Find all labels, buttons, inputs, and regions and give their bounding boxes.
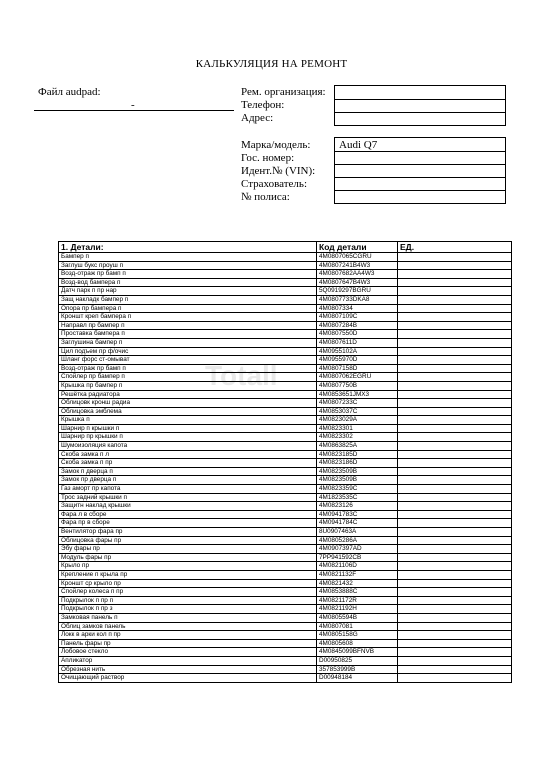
vin-label: Идент.№ (VIN): [241, 165, 316, 177]
part-unit-cell [398, 347, 512, 356]
part-code-cell: 4M0805286A [317, 536, 398, 545]
table-row [59, 536, 512, 545]
header-code: Код детали [317, 242, 398, 253]
part-name-cell: Спойлер пр бампер п [59, 373, 317, 382]
table-row [59, 476, 512, 485]
part-name-cell: Облицовка фары пр [59, 536, 317, 545]
table-row [59, 579, 512, 588]
part-code-cell: 4M0823186D [317, 459, 398, 468]
part-code-cell: 4M0823126 [317, 502, 398, 511]
part-name-cell: Проставка бампера п [59, 330, 317, 339]
part-unit-cell [398, 631, 512, 640]
part-unit-cell [398, 459, 512, 468]
part-unit-cell [398, 510, 512, 519]
part-code-cell: 4M0863825A [317, 442, 398, 451]
table-row [59, 295, 512, 304]
part-unit-cell [398, 493, 512, 502]
part-name-cell: Спойлер колеса п пр [59, 588, 317, 597]
table-row [59, 502, 512, 511]
part-code-cell: 4M0941783C [317, 510, 398, 519]
part-code-cell: 5Q0919297BGRU [317, 287, 398, 296]
part-name-cell: Эбу фары пр [59, 545, 317, 554]
brand-model-value: Audi Q7 [339, 139, 378, 151]
table-row [59, 622, 512, 631]
part-name-cell: Датч парк п пр нар [59, 287, 317, 296]
part-code-cell: 4M0907397AD [317, 545, 398, 554]
part-code-cell: 4M0853888C [317, 588, 398, 597]
part-unit-cell [398, 450, 512, 459]
part-name-cell: Шумоизоляция капота [59, 442, 317, 451]
part-unit-cell [398, 613, 512, 622]
part-code-cell: 4M0807682AA4W3 [317, 270, 398, 279]
part-unit-cell [398, 270, 512, 279]
part-name-cell: Крепление п крыла пр [59, 570, 317, 579]
part-code-cell: 4M0807647B4W3 [317, 278, 398, 287]
part-unit-cell [398, 485, 512, 494]
part-name-cell: Возд-отраж пр бамп п [59, 270, 317, 279]
part-code-cell: 4M0823509B [317, 467, 398, 476]
part-name-cell: Вентилятор фара пр [59, 528, 317, 537]
table-row [59, 519, 512, 528]
table-row [59, 450, 512, 459]
part-unit-cell [398, 253, 512, 262]
part-unit-cell [398, 381, 512, 390]
part-name-cell: Шланг форс ст-омыват [59, 356, 317, 365]
parts-header-row [59, 242, 512, 253]
table-row [59, 596, 512, 605]
part-unit-cell [398, 588, 512, 597]
part-code-cell: 4M0807241B4W3 [317, 261, 398, 270]
part-code-cell: 4M0807284B [317, 321, 398, 330]
part-unit-cell [398, 528, 512, 537]
part-name-cell: Апликатор [59, 656, 317, 665]
table-row [59, 278, 512, 287]
part-code-cell: 4M0807233C [317, 399, 398, 408]
part-code-cell: 4M0955102A [317, 347, 398, 356]
part-unit-cell [398, 674, 512, 683]
part-name-cell: Трос задний крышки п [59, 493, 317, 502]
part-code-cell: 4M0821132F [317, 570, 398, 579]
insurer-label: Страхователь: [241, 178, 307, 190]
part-unit-cell [398, 536, 512, 545]
part-unit-cell [398, 399, 512, 408]
part-unit-cell [398, 295, 512, 304]
part-name-cell: Возд-вод бампера п [59, 278, 317, 287]
part-name-cell: Бампер п [59, 253, 317, 262]
part-unit-cell [398, 562, 512, 571]
part-name-cell: Цил подъем пр ф/очис [59, 347, 317, 356]
part-name-cell: Крышка п [59, 416, 317, 425]
part-name-cell: Защитн наклад крышки [59, 502, 317, 511]
part-code-cell: 4M0807334 [317, 304, 398, 313]
part-name-cell: Модуль фары пр [59, 553, 317, 562]
table-row [59, 416, 512, 425]
part-unit-cell [398, 605, 512, 614]
part-code-cell: 4M0807158D [317, 364, 398, 373]
table-row [59, 562, 512, 571]
table-row [59, 287, 512, 296]
table-row [59, 528, 512, 537]
part-name-cell: Облиц замков панель [59, 622, 317, 631]
part-unit-cell [398, 553, 512, 562]
part-unit-cell [398, 596, 512, 605]
part-code-cell: 4M0807065CGRU [317, 253, 398, 262]
table-row [59, 373, 512, 382]
part-name-cell: Замок п дверца п [59, 467, 317, 476]
part-code-cell: 4M0853037C [317, 407, 398, 416]
part-code-cell: 4M0845099BFNVB [317, 648, 398, 657]
part-name-cell: Кроншт креп бампера п [59, 313, 317, 322]
part-name-cell: Решётка радиатора [59, 390, 317, 399]
policy-label: № полиса: [241, 191, 290, 203]
part-unit-cell [398, 665, 512, 674]
part-code-cell: 4M0807611D [317, 338, 398, 347]
table-row [59, 485, 512, 494]
part-name-cell: Панель фары пр [59, 639, 317, 648]
part-name-cell: Возд-отраж пр бамп п [59, 364, 317, 373]
table-row [59, 674, 512, 683]
table-row [59, 656, 512, 665]
gos-nomer-label: Гос. номер: [241, 152, 295, 164]
part-name-cell: Замковая панель п [59, 613, 317, 622]
phone-label: Телефон: [241, 99, 285, 111]
table-row [59, 399, 512, 408]
part-code-cell: 4M0807733DKA8 [317, 295, 398, 304]
part-name-cell: Опора пр бампера п [59, 304, 317, 313]
part-unit-cell [398, 648, 512, 657]
part-name-cell: Направл пр бампер п [59, 321, 317, 330]
part-code-cell: 4M0807550D [317, 330, 398, 339]
table-row [59, 648, 512, 657]
org-info-box[interactable] [334, 85, 506, 126]
parts-table [58, 241, 512, 683]
part-name-cell: Заглушина бампер п [59, 338, 317, 347]
part-unit-cell [398, 407, 512, 416]
table-row [59, 304, 512, 313]
part-code-cell: 4M0955970D [317, 356, 398, 365]
part-code-cell: 4M0805608 [317, 639, 398, 648]
table-row [59, 347, 512, 356]
part-unit-cell [398, 545, 512, 554]
table-row [59, 493, 512, 502]
table-row [59, 313, 512, 322]
part-code-cell: 4M0823359C [317, 485, 398, 494]
watermark: Totall [205, 360, 278, 391]
table-row [59, 553, 512, 562]
part-code-cell: D00948184 [317, 674, 398, 683]
part-code-cell: 4M0823302 [317, 433, 398, 442]
part-code-cell: 4M1823535C [317, 493, 398, 502]
rem-org-label: Рем. организация: [241, 86, 326, 98]
part-name-cell: Скоба замка п пр [59, 459, 317, 468]
part-unit-cell [398, 639, 512, 648]
table-row [59, 261, 512, 270]
file-value: - [131, 99, 135, 111]
table-row [59, 605, 512, 614]
part-code-cell: 4M0941784C [317, 519, 398, 528]
part-name-cell: Локк в арки кол п пр [59, 631, 317, 640]
table-row [59, 467, 512, 476]
part-unit-cell [398, 278, 512, 287]
part-unit-cell [398, 416, 512, 425]
part-name-cell: Крыло пр [59, 562, 317, 571]
part-unit-cell [398, 424, 512, 433]
part-unit-cell [398, 433, 512, 442]
page-title: КАЛЬКУЛЯЦИЯ НА РЕМОНТ [195, 58, 348, 70]
part-name-cell: Защ накладк бампер п [59, 295, 317, 304]
header-parts: 1. Детали: [59, 242, 317, 253]
part-unit-cell [398, 570, 512, 579]
table-row [59, 545, 512, 554]
part-code-cell: 4M0807081 [317, 622, 398, 631]
table-row [59, 390, 512, 399]
part-unit-cell [398, 338, 512, 347]
part-unit-cell [398, 656, 512, 665]
table-row [59, 631, 512, 640]
part-unit-cell [398, 261, 512, 270]
part-unit-cell [398, 287, 512, 296]
part-name-cell: Фара пр в сборе [59, 519, 317, 528]
part-unit-cell [398, 321, 512, 330]
part-unit-cell [398, 364, 512, 373]
table-row [59, 588, 512, 597]
table-row [59, 459, 512, 468]
table-row [59, 253, 512, 262]
part-unit-cell [398, 330, 512, 339]
brand-model-label: Марка/модель: [241, 139, 311, 151]
part-code-cell: 4M0823185D [317, 450, 398, 459]
file-underline [34, 110, 234, 111]
part-name-cell: Скоба замка п л [59, 450, 317, 459]
part-unit-cell [398, 579, 512, 588]
part-unit-cell [398, 356, 512, 365]
table-row [59, 510, 512, 519]
table-row [59, 613, 512, 622]
part-code-cell: 357853999B [317, 665, 398, 674]
part-code-cell: 4M0821106D [317, 562, 398, 571]
part-unit-cell [398, 313, 512, 322]
part-code-cell: 4M0807062EGRU [317, 373, 398, 382]
table-row [59, 270, 512, 279]
part-code-cell: 4M0821192H [317, 605, 398, 614]
part-code-cell: 4M0823029A [317, 416, 398, 425]
part-name-cell: Кроншт ср крыло пр [59, 579, 317, 588]
part-name-cell: Очищающий раствор [59, 674, 317, 683]
part-name-cell: Замок пр дверца п [59, 476, 317, 485]
part-unit-cell [398, 390, 512, 399]
part-code-cell: 4M0853651JMX3 [317, 390, 398, 399]
part-code-cell: 4M0821172R [317, 596, 398, 605]
part-code-cell: 4M0821432 [317, 579, 398, 588]
part-unit-cell [398, 304, 512, 313]
table-row [59, 407, 512, 416]
part-unit-cell [398, 622, 512, 631]
table-row [59, 433, 512, 442]
part-name-cell: Подкрылок п пр з [59, 605, 317, 614]
part-name-cell: Обрезная нить [59, 665, 317, 674]
part-name-cell: Крышка пр бампер п [59, 381, 317, 390]
table-row [59, 442, 512, 451]
part-unit-cell [398, 373, 512, 382]
table-row [59, 356, 512, 365]
part-code-cell: 7PP941592CB [317, 553, 398, 562]
part-code-cell: 4M0805158G [317, 631, 398, 640]
part-unit-cell [398, 442, 512, 451]
part-name-cell: Облицовка эмблема [59, 407, 317, 416]
part-name-cell: Шарнир пр крышки п [59, 433, 317, 442]
part-code-cell: 4M0807750B [317, 381, 398, 390]
table-row [59, 639, 512, 648]
part-unit-cell [398, 467, 512, 476]
part-unit-cell [398, 519, 512, 528]
part-unit-cell [398, 502, 512, 511]
part-code-cell: 8U0907463A [317, 528, 398, 537]
part-code-cell: 4M0823509B [317, 476, 398, 485]
table-row [59, 338, 512, 347]
part-name-cell: Шарнир п крышки п [59, 424, 317, 433]
part-unit-cell [398, 476, 512, 485]
part-code-cell: 4M0807109C [317, 313, 398, 322]
part-name-cell: Заглуш букс проуш п [59, 261, 317, 270]
part-code-cell: D00950825 [317, 656, 398, 665]
file-label: Файл audpad: [38, 86, 101, 98]
part-name-cell: Фара л в сборе [59, 510, 317, 519]
table-row [59, 570, 512, 579]
address-label: Адрес: [241, 112, 274, 124]
table-row [59, 364, 512, 373]
table-row [59, 330, 512, 339]
part-code-cell: 4M0805594B [317, 613, 398, 622]
table-row [59, 321, 512, 330]
part-name-cell: Подкрылок п пр п [59, 596, 317, 605]
table-row [59, 424, 512, 433]
part-code-cell: 4M0823301 [317, 424, 398, 433]
header-unit: ЕД. [398, 242, 512, 253]
table-row [59, 665, 512, 674]
part-name-cell: Облицовк кронш радиа [59, 399, 317, 408]
part-name-cell: Газ аморт пр капота [59, 485, 317, 494]
table-row [59, 381, 512, 390]
part-name-cell: Лобовое стекло [59, 648, 317, 657]
